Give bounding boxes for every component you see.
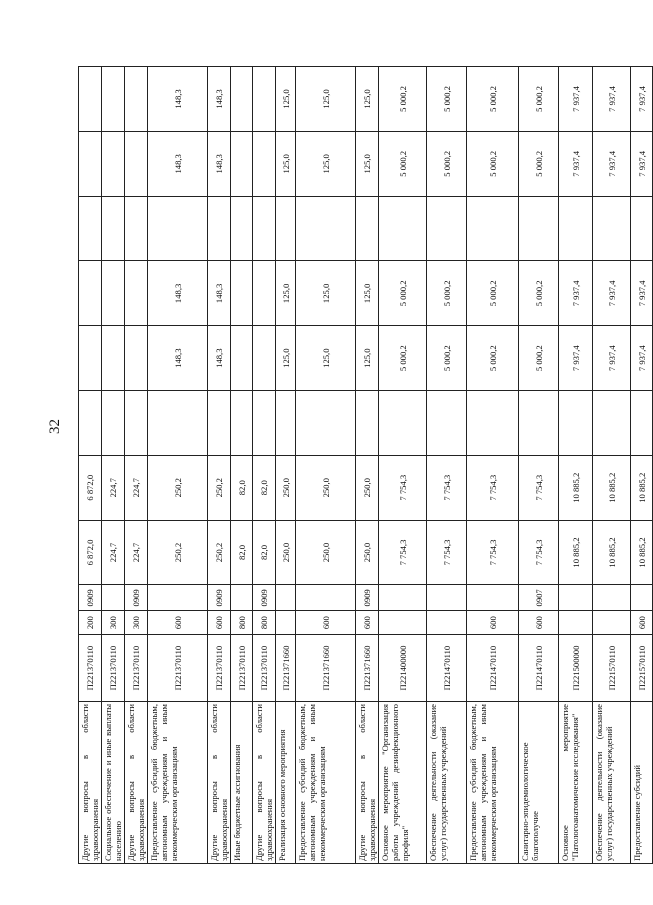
row-amount-6: 5 000,2 [467, 67, 519, 132]
table-row [379, 67, 427, 864]
row-amount-4: 148,3 [148, 261, 208, 326]
row-empty-2 [276, 196, 296, 261]
row-empty-1 [519, 391, 559, 456]
table-row [148, 67, 208, 864]
row-amount-1: 7 754,3 [467, 520, 519, 585]
row-amount-6 [231, 67, 253, 132]
row-amount-6: 7 937,4 [631, 67, 653, 132]
row-section-code [427, 585, 467, 611]
row-amount-2: 250,0 [356, 455, 379, 520]
row-name: Другие вопросы в области здравоохранения [208, 702, 231, 864]
row-amount-2: 7 754,3 [467, 455, 519, 520]
row-amount-1: 224,7 [102, 520, 125, 585]
row-amount-5: 125,0 [276, 131, 296, 196]
row-amount-2: 7 754,3 [519, 455, 559, 520]
row-amount-6: 148,3 [148, 67, 208, 132]
row-amount-2: 10 885,2 [559, 455, 593, 520]
row-name: Основное мероприятие "Патологоанатомические исследования" [559, 702, 593, 864]
row-expense-type [379, 611, 427, 635]
row-expense-type [427, 611, 467, 635]
row-target-code: П221470110 [427, 635, 467, 702]
row-amount-5: 148,3 [148, 131, 208, 196]
row-empty-2 [427, 196, 467, 261]
row-amount-3 [253, 326, 276, 391]
row-name: Иные бюджетные ассигнования [231, 702, 253, 864]
row-empty-2 [356, 196, 379, 261]
row-amount-3: 5 000,2 [467, 326, 519, 391]
row-amount-5 [102, 131, 125, 196]
row-name: Предоставление субсидий бюджетным, автономным учреждениям и иным некоммерческим организациям [148, 702, 208, 864]
table-row [519, 67, 559, 864]
row-empty-1 [253, 391, 276, 456]
row-amount-2: 250,0 [296, 455, 356, 520]
table-row [231, 67, 253, 864]
row-empty-1 [276, 391, 296, 456]
row-empty-2 [631, 196, 653, 261]
row-amount-1: 250,2 [208, 520, 231, 585]
row-amount-3: 7 937,4 [631, 326, 653, 391]
row-amount-1: 250,0 [356, 520, 379, 585]
table-row [593, 67, 631, 864]
rotated-table-wrapper [78, 66, 647, 864]
row-empty-2 [593, 196, 631, 261]
row-section-code [231, 585, 253, 611]
row-name: Другие вопросы в области здравоохранения [125, 702, 148, 864]
row-empty-1 [467, 391, 519, 456]
row-empty-2 [296, 196, 356, 261]
row-target-code: П221370110 [79, 635, 102, 702]
row-amount-4: 148,3 [208, 261, 231, 326]
row-target-code: П221370110 [208, 635, 231, 702]
row-section-code: 0909 [356, 585, 379, 611]
row-name: Другие вопросы в области здравоохранения [253, 702, 276, 864]
row-target-code: П221370110 [148, 635, 208, 702]
row-name: Другие вопросы в области здравоохранения [356, 702, 379, 864]
row-target-code: П221400000 [379, 635, 427, 702]
table-body [79, 67, 653, 864]
row-target-code: П221371660 [296, 635, 356, 702]
row-amount-5 [125, 131, 148, 196]
row-amount-4: 7 937,4 [593, 261, 631, 326]
budget-table [78, 66, 653, 864]
row-amount-5: 7 937,4 [559, 131, 593, 196]
row-expense-type: 200 [79, 611, 102, 635]
row-expense-type [559, 611, 593, 635]
row-amount-3: 5 000,2 [519, 326, 559, 391]
row-empty-1 [593, 391, 631, 456]
row-amount-5 [79, 131, 102, 196]
row-amount-1: 7 754,3 [427, 520, 467, 585]
row-target-code: П221371660 [276, 635, 296, 702]
row-amount-2: 250,0 [276, 455, 296, 520]
row-section-code [593, 585, 631, 611]
row-amount-3: 148,3 [208, 326, 231, 391]
row-amount-1: 6 872,0 [79, 520, 102, 585]
row-amount-5: 5 000,2 [427, 131, 467, 196]
row-amount-2: 224,7 [125, 455, 148, 520]
row-section-code [559, 585, 593, 611]
table-row [467, 67, 519, 864]
row-name: Основное мероприятие "Организация работы учреждений дезинфекционного профиля" [379, 702, 427, 864]
row-target-code: П221370110 [102, 635, 125, 702]
row-name: Обеспечение деятельности (оказание услуг) государственных учреждений [593, 702, 631, 864]
row-amount-3: 7 937,4 [593, 326, 631, 391]
page-number: 32 [47, 419, 63, 434]
table-row [427, 67, 467, 864]
row-amount-4: 5 000,2 [427, 261, 467, 326]
row-empty-2 [379, 196, 427, 261]
row-amount-1: 7 754,3 [519, 520, 559, 585]
row-section-code [467, 585, 519, 611]
row-expense-type [276, 611, 296, 635]
rotated-table-container [78, 66, 647, 864]
row-amount-6: 5 000,2 [519, 67, 559, 132]
row-amount-3 [231, 326, 253, 391]
row-amount-4 [79, 261, 102, 326]
row-amount-2: 10 885,2 [593, 455, 631, 520]
row-amount-3 [79, 326, 102, 391]
row-amount-3: 125,0 [276, 326, 296, 391]
row-name: Санитарно-эпидемиологическое благополучие [519, 702, 559, 864]
row-section-code: 0909 [253, 585, 276, 611]
row-amount-6 [125, 67, 148, 132]
row-amount-6 [79, 67, 102, 132]
row-expense-type: 800 [253, 611, 276, 635]
row-target-code: П221570110 [593, 635, 631, 702]
table-row [125, 67, 148, 864]
row-amount-5: 125,0 [356, 131, 379, 196]
row-amount-6: 125,0 [296, 67, 356, 132]
row-empty-1 [231, 391, 253, 456]
row-amount-2: 250,2 [148, 455, 208, 520]
table-row [253, 67, 276, 864]
row-empty-2 [519, 196, 559, 261]
row-amount-4: 125,0 [276, 261, 296, 326]
table-row [559, 67, 593, 864]
row-target-code: П221370110 [231, 635, 253, 702]
row-name: Реализация основного мероприятия [276, 702, 296, 864]
row-empty-1 [296, 391, 356, 456]
row-amount-3: 148,3 [148, 326, 208, 391]
row-expense-type [593, 611, 631, 635]
row-expense-type: 600 [208, 611, 231, 635]
row-section-code: 0909 [125, 585, 148, 611]
row-amount-4: 125,0 [356, 261, 379, 326]
row-amount-2: 6 872,0 [79, 455, 102, 520]
row-amount-4: 7 937,4 [559, 261, 593, 326]
row-empty-2 [148, 196, 208, 261]
row-section-code: 0907 [519, 585, 559, 611]
row-section-code [148, 585, 208, 611]
row-amount-1: 250,0 [276, 520, 296, 585]
row-section-code [631, 585, 653, 611]
row-amount-1: 10 885,2 [631, 520, 653, 585]
row-amount-4 [231, 261, 253, 326]
row-empty-2 [208, 196, 231, 261]
row-amount-6: 7 937,4 [593, 67, 631, 132]
row-amount-6 [253, 67, 276, 132]
row-empty-2 [467, 196, 519, 261]
row-empty-1 [148, 391, 208, 456]
row-amount-6: 5 000,2 [379, 67, 427, 132]
row-empty-2 [253, 196, 276, 261]
row-empty-1 [102, 391, 125, 456]
row-expense-type: 800 [231, 611, 253, 635]
row-amount-5: 148,3 [208, 131, 231, 196]
table-row [208, 67, 231, 864]
row-amount-5: 125,0 [296, 131, 356, 196]
row-amount-3: 7 937,4 [559, 326, 593, 391]
row-amount-6: 125,0 [356, 67, 379, 132]
row-section-code: 0909 [79, 585, 102, 611]
table-row [102, 67, 125, 864]
row-amount-3 [102, 326, 125, 391]
row-amount-2: 82,0 [253, 455, 276, 520]
row-amount-4: 7 937,4 [631, 261, 653, 326]
row-amount-2: 7 754,3 [379, 455, 427, 520]
row-target-code: П221371660 [356, 635, 379, 702]
row-amount-3: 125,0 [356, 326, 379, 391]
row-name: Другие вопросы в области здравоохранения [79, 702, 102, 864]
row-amount-4: 5 000,2 [379, 261, 427, 326]
row-empty-1 [356, 391, 379, 456]
row-empty-2 [559, 196, 593, 261]
row-expense-type: 600 [467, 611, 519, 635]
row-name: Предоставление субсидий [631, 702, 653, 864]
row-expense-type: 600 [148, 611, 208, 635]
row-empty-1 [379, 391, 427, 456]
row-target-code: П221370110 [125, 635, 148, 702]
row-empty-1 [79, 391, 102, 456]
row-section-code: 0909 [208, 585, 231, 611]
row-amount-3: 125,0 [296, 326, 356, 391]
row-amount-5: 5 000,2 [379, 131, 427, 196]
row-amount-3: 5 000,2 [427, 326, 467, 391]
row-section-code [296, 585, 356, 611]
row-target-code: П221370110 [253, 635, 276, 702]
row-expense-type: 600 [296, 611, 356, 635]
row-amount-6: 5 000,2 [427, 67, 467, 132]
row-empty-2 [125, 196, 148, 261]
row-amount-5: 5 000,2 [467, 131, 519, 196]
row-amount-1: 224,7 [125, 520, 148, 585]
row-amount-6 [102, 67, 125, 132]
row-section-code [102, 585, 125, 611]
row-amount-4 [125, 261, 148, 326]
row-empty-1 [125, 391, 148, 456]
row-amount-1: 82,0 [231, 520, 253, 585]
row-empty-2 [231, 196, 253, 261]
row-amount-5: 5 000,2 [519, 131, 559, 196]
row-empty-1 [208, 391, 231, 456]
row-target-code: П221570110 [631, 635, 653, 702]
row-amount-1: 250,0 [296, 520, 356, 585]
row-amount-4: 125,0 [296, 261, 356, 326]
table-row [296, 67, 356, 864]
row-empty-1 [559, 391, 593, 456]
row-amount-4: 5 000,2 [467, 261, 519, 326]
row-empty-1 [427, 391, 467, 456]
row-amount-6: 125,0 [276, 67, 296, 132]
row-amount-4: 5 000,2 [519, 261, 559, 326]
row-amount-1: 82,0 [253, 520, 276, 585]
row-amount-6: 148,3 [208, 67, 231, 132]
row-amount-1: 7 754,3 [379, 520, 427, 585]
row-amount-4 [253, 261, 276, 326]
row-amount-2: 250,2 [208, 455, 231, 520]
table-row [276, 67, 296, 864]
row-amount-5 [253, 131, 276, 196]
row-expense-type: 600 [519, 611, 559, 635]
row-name: Предоставление субсидий бюджетным, автономным учреждениям и иным некоммерческим организациям [467, 702, 519, 864]
table-row [356, 67, 379, 864]
row-expense-type: 600 [356, 611, 379, 635]
row-amount-6: 7 937,4 [559, 67, 593, 132]
row-expense-type: 300 [102, 611, 125, 635]
row-amount-3: 5 000,2 [379, 326, 427, 391]
row-target-code: П221500000 [559, 635, 593, 702]
row-amount-1: 250,2 [148, 520, 208, 585]
row-amount-3 [125, 326, 148, 391]
row-name: Предоставление субсидий бюджетным, автономным учреждениям и иным некоммерческим организациям [296, 702, 356, 864]
row-amount-5: 7 937,4 [631, 131, 653, 196]
row-amount-5 [231, 131, 253, 196]
row-amount-2: 82,0 [231, 455, 253, 520]
row-name: Социальное обеспечение и иные выплаты населению [102, 702, 125, 864]
row-name: Обеспечение деятельности (оказание услуг) государственных учреждений [427, 702, 467, 864]
row-empty-2 [79, 196, 102, 261]
row-amount-5: 7 937,4 [593, 131, 631, 196]
row-amount-2: 7 754,3 [427, 455, 467, 520]
row-expense-type: 300 [125, 611, 148, 635]
row-amount-4 [102, 261, 125, 326]
row-amount-1: 10 885,2 [559, 520, 593, 585]
table-row [79, 67, 102, 864]
row-amount-2: 10 885,2 [631, 455, 653, 520]
row-expense-type: 600 [631, 611, 653, 635]
row-amount-2: 224,7 [102, 455, 125, 520]
row-section-code [379, 585, 427, 611]
row-target-code: П221470110 [467, 635, 519, 702]
row-empty-1 [631, 391, 653, 456]
row-amount-1: 10 885,2 [593, 520, 631, 585]
table-row [631, 67, 653, 864]
row-target-code: П221470110 [519, 635, 559, 702]
row-section-code [276, 585, 296, 611]
row-empty-2 [102, 196, 125, 261]
